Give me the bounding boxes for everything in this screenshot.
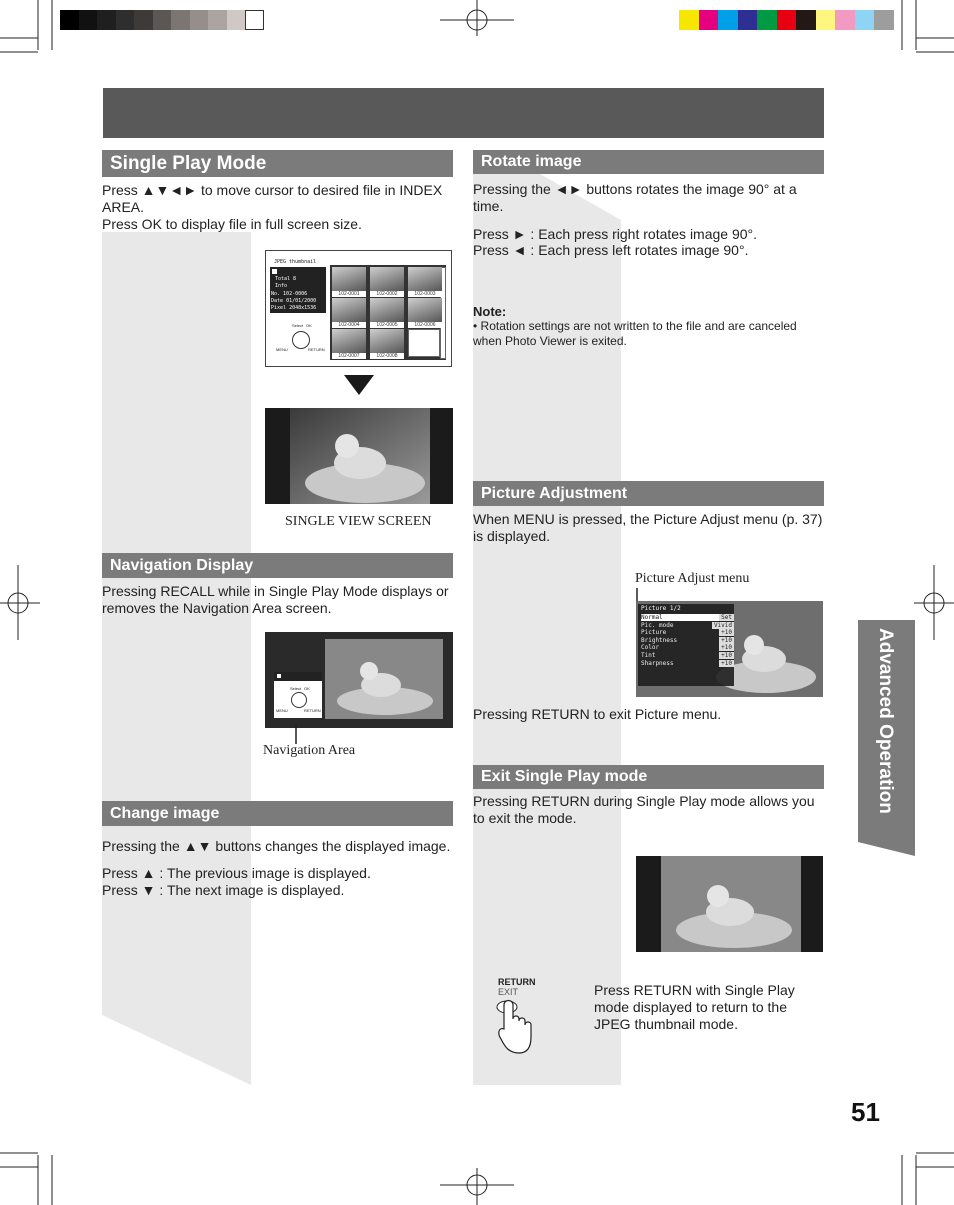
section-title-rotate: Rotate image — [473, 150, 824, 174]
thumb-pixel-value: 2048x1536 — [289, 305, 317, 311]
exit-screen-photo — [636, 856, 823, 952]
header-bar — [103, 88, 824, 138]
navigation-area-panel — [274, 672, 322, 718]
change-image-text-1: Pressing the ▲▼ buttons changes the displayed image. — [102, 838, 451, 854]
menu-row-value: +10 — [721, 659, 732, 667]
color-swatch — [679, 10, 699, 30]
color-swatch — [835, 10, 855, 30]
color-swatch — [738, 10, 758, 30]
gray-swatch — [245, 10, 264, 30]
side-tab-label: Advanced Operation — [875, 628, 896, 814]
thumbnail-image[interactable] — [332, 298, 366, 322]
dpad-icon — [291, 692, 307, 708]
color-swatch — [777, 10, 797, 30]
menu-header: Picture 1/2 — [641, 605, 681, 612]
thumb-total: Total 8 — [275, 276, 297, 282]
thumb-pixel-label: Pixel — [271, 305, 287, 311]
menu-row-value: +10 — [721, 629, 732, 637]
nav-select-label: Select — [292, 323, 304, 328]
change-image-text-2: Press ▲ : The previous image is displayed. — [102, 865, 371, 881]
menu-row[interactable] — [641, 629, 734, 636]
return-exit-button-graphic — [495, 977, 540, 1055]
gray-swatch — [97, 10, 116, 30]
thumb-no-value: 102-0006 — [283, 291, 308, 297]
gray-swatch — [227, 10, 246, 30]
nav-ok-label: OK — [304, 686, 310, 691]
thumb-nav-keys — [274, 323, 326, 355]
thumbnail-label: 102-0008 — [370, 353, 404, 359]
menu-row[interactable] — [641, 652, 734, 659]
note-text: • Rotation settings are not written to the file and are canceled when Photo Viewer is exited. — [473, 319, 797, 348]
menu-row-value: +10 — [721, 636, 732, 644]
nav-select-label: Select — [290, 686, 302, 691]
menu-row-label: Tint — [641, 652, 656, 659]
gray-swatch — [134, 10, 153, 30]
menu-row[interactable] — [641, 644, 734, 651]
nav-ok-label: OK — [306, 323, 312, 328]
menu-row-label: Normal — [641, 614, 663, 621]
single-view-photo — [265, 408, 453, 504]
thumbnail-label: 102-0005 — [370, 322, 404, 328]
dog-photo-icon — [636, 856, 823, 952]
thumbnail-label: 102-0003 — [408, 291, 442, 297]
menu-row-value: Vivid — [713, 621, 732, 629]
menu-row[interactable] — [641, 622, 734, 629]
thumbnail-label: 102-0007 — [332, 353, 366, 359]
thumb-no-label: No. — [271, 291, 281, 297]
thumbnail-label: 102-0001 — [332, 291, 366, 297]
thumb-info: Info — [275, 283, 288, 289]
exit-text-2: Press RETURN with Single Play mode displayed to return to the JPEG thumbnail mode. — [594, 982, 795, 1032]
nav-return-label: RETURN — [308, 347, 325, 352]
page-number: 51 — [851, 1097, 880, 1127]
picture-adjust-caption: Picture Adjust menu — [635, 571, 750, 586]
rotate-text-2: Press ► : Each press right rotates image 90°. — [473, 226, 758, 242]
gray-swatch — [190, 10, 209, 30]
nav-menu-label: MENU — [276, 708, 288, 713]
dog-photo-icon — [325, 639, 443, 719]
picture-adjustment-text: When MENU is pressed, the Picture Adjust menu (p. 37) is displayed. — [473, 511, 823, 544]
section-title-change-image: Change image — [102, 801, 453, 826]
picture-adjust-screen — [636, 601, 823, 697]
color-swatch — [874, 10, 894, 30]
picture-adjust-menu — [638, 604, 734, 686]
exit-label: EXIT — [498, 987, 519, 997]
menu-row-label: Pic. mode — [641, 621, 674, 629]
thumbnail-label: 102-0006 — [408, 322, 442, 328]
thumbnail-image[interactable] — [332, 267, 366, 291]
thumbnail-image[interactable] — [370, 298, 404, 322]
gray-swatch — [116, 10, 135, 30]
rotate-text-3: Press ◄ : Each press left rotates image 90°. — [473, 242, 749, 258]
menu-row-value: Set — [721, 614, 732, 621]
menu-row-value: +10 — [721, 644, 732, 652]
return-label: RETURN — [498, 977, 536, 987]
hand-press-icon — [495, 999, 535, 1055]
thumbnail-label: 102-0004 — [332, 322, 366, 328]
empty-thumbnail-slot — [408, 329, 440, 357]
thumbnail-image[interactable] — [408, 267, 442, 291]
change-image-text-3: Press ▼ : The next image is displayed. — [102, 882, 345, 898]
menu-row-value: +10 — [721, 652, 732, 659]
arrow-down-icon — [344, 375, 374, 397]
menu-row[interactable] — [641, 614, 734, 621]
thumbnail-image[interactable] — [408, 298, 442, 322]
thumbnail-image[interactable] — [370, 329, 404, 353]
picture-exit-text: Pressing RETURN to exit Picture menu. — [473, 706, 722, 722]
gray-swatch — [153, 10, 172, 30]
navigation-screen — [265, 632, 453, 728]
nav-menu-label: MENU — [276, 347, 288, 352]
navigation-caption: Navigation Area — [263, 743, 356, 758]
section-title-single-play: Single Play Mode — [102, 150, 453, 177]
menu-row-label: Brightness — [641, 636, 678, 644]
thumb-info-panel — [270, 267, 326, 313]
single-play-text-1: Press ▲▼◄► to move cursor to desired file in INDEX AREA. — [102, 182, 443, 215]
callout-line — [292, 724, 300, 744]
color-swatch — [699, 10, 719, 30]
gray-swatch — [208, 10, 227, 30]
section-title-navigation: Navigation Display — [102, 553, 453, 578]
exit-text-1: Pressing RETURN during Single Play mode allows you to exit the mode. — [473, 793, 815, 826]
gray-swatch — [79, 10, 98, 30]
menu-row-label: Sharpness — [641, 659, 674, 667]
menu-row[interactable] — [641, 637, 734, 644]
nav-return-label: RETURN — [304, 708, 321, 713]
gray-swatch — [60, 10, 79, 30]
color-swatch — [816, 10, 836, 30]
note-title: Note: — [473, 304, 507, 319]
thumb-header: JPEG thumbnail — [274, 259, 317, 265]
gray-swatch — [171, 10, 190, 30]
section-title-exit-single-play: Exit Single Play mode — [473, 765, 824, 789]
color-swatch — [718, 10, 738, 30]
menu-row[interactable] — [641, 660, 734, 667]
navigation-text: Pressing RECALL while in Single Play Mode displays or removes the Navigation Area screen. — [102, 583, 449, 616]
color-swatch — [855, 10, 875, 30]
color-swatch — [757, 10, 777, 30]
single-play-text-2: Press OK to display file in full screen size. — [102, 216, 362, 232]
dog-photo-icon — [265, 408, 453, 504]
rotate-text-1: Pressing the ◄► buttons rotates the image 90° at a time. — [473, 181, 797, 214]
color-swatch — [796, 10, 816, 30]
thumbnail-image[interactable] — [332, 329, 366, 353]
thumbnail-image[interactable] — [370, 267, 404, 291]
thumbnail-label: 102-0002 — [370, 291, 404, 297]
single-view-caption: SINGLE VIEW SCREEN — [285, 514, 432, 529]
menu-row-label: Color — [641, 644, 660, 652]
section-title-picture-adjustment: Picture Adjustment — [473, 481, 824, 506]
thumb-date-label: Date — [271, 298, 284, 304]
menu-row-label: Picture — [641, 629, 667, 637]
thumb-date-value: 01/01/2000 — [286, 298, 317, 304]
jpeg-thumbnail-screen — [265, 250, 452, 367]
